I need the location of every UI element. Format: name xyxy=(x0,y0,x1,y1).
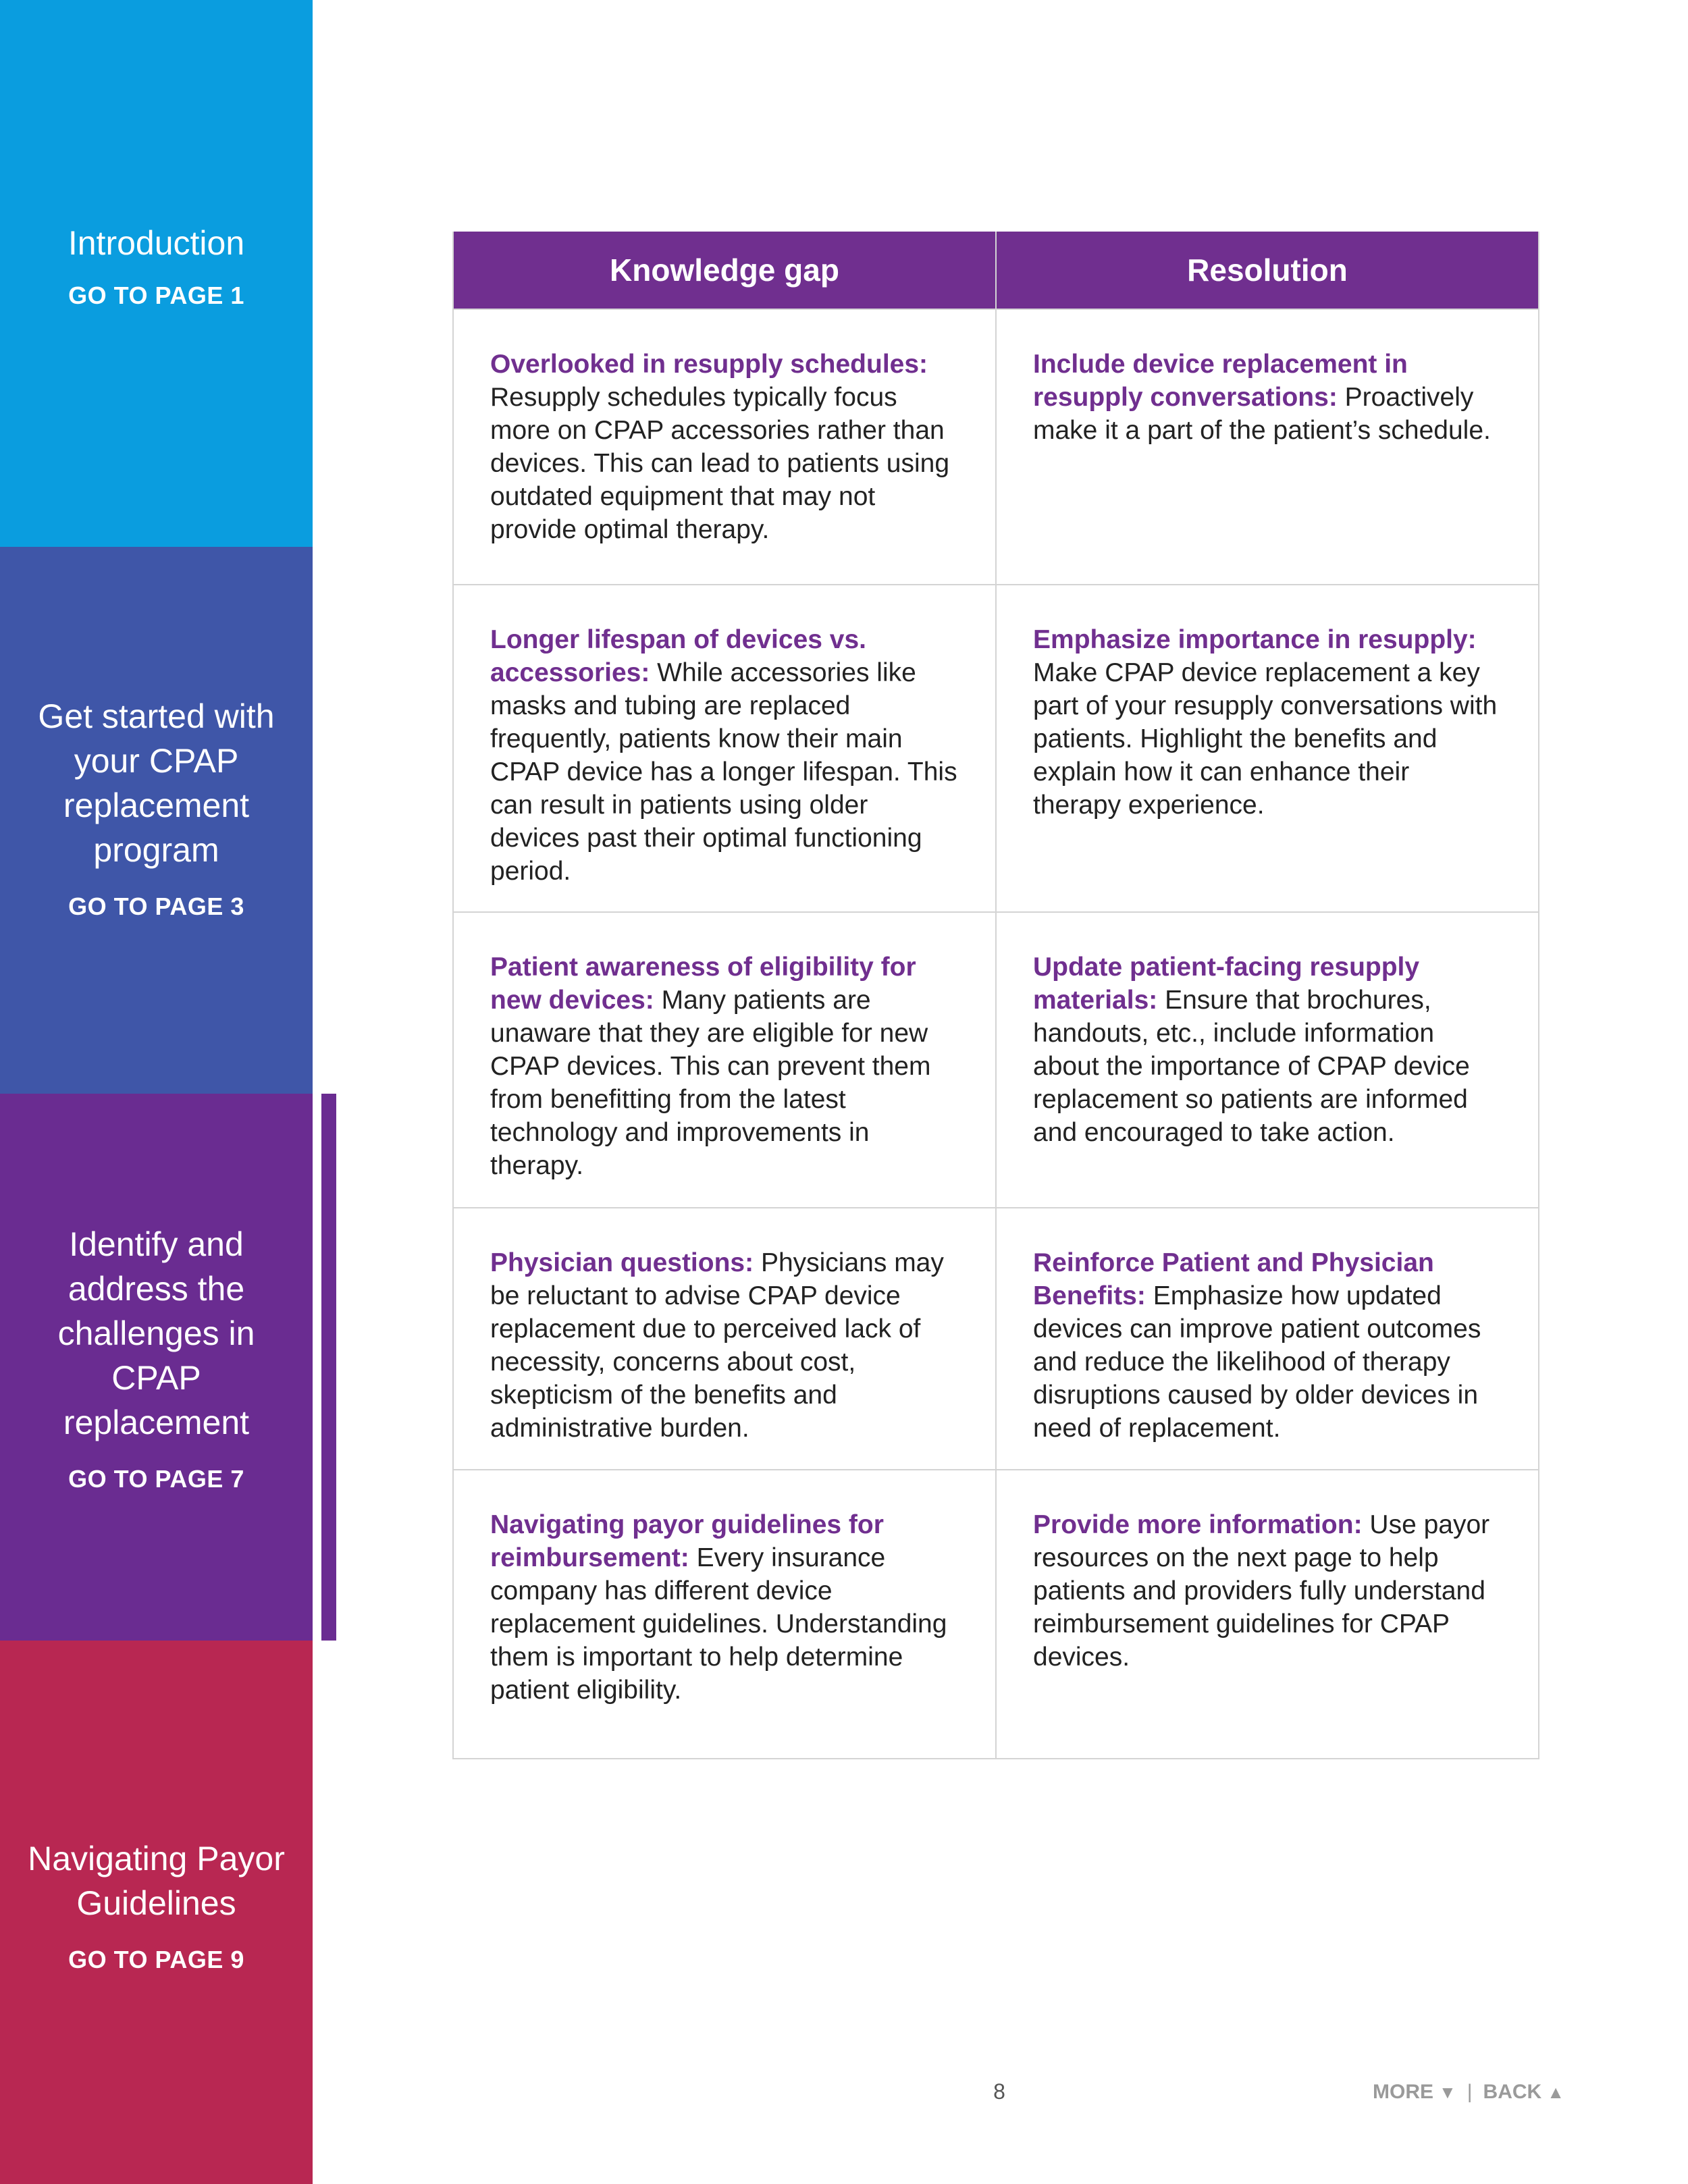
gap-title: Navigating payor guidelines for reimbursement: xyxy=(490,1510,884,1572)
gap-text: Every insurance company has different device replacement guidelines. Understanding them is important to help determine patient eligibility. xyxy=(490,1543,947,1705)
knowledge-gap-table xyxy=(452,232,1539,1759)
goto-page-1-link[interactable]: GO TO PAGE 1 xyxy=(68,282,244,309)
resolution-title: Update patient-facing resupply materials: xyxy=(1033,953,1420,1015)
resolution-cell xyxy=(996,585,1539,912)
table-row xyxy=(453,309,1539,585)
section-title: Identify and address the challenges in CPAP replacement xyxy=(57,1225,255,1441)
resolution-cell xyxy=(996,309,1539,585)
header-knowledge-gap: Knowledge gap xyxy=(453,232,996,309)
resolution-cell xyxy=(996,1470,1539,1759)
gap-title: Physician questions: xyxy=(490,1248,754,1277)
more-link[interactable]: MORE xyxy=(1373,2081,1433,2103)
resolution-text: Proactively make it a part of the patient’s schedule. xyxy=(1033,383,1491,445)
gap-cell xyxy=(453,585,996,912)
goto-page-3-link[interactable]: GO TO PAGE 3 xyxy=(68,893,244,920)
gap-cell xyxy=(453,912,996,1208)
page-number: 8 xyxy=(993,2079,1005,2104)
resolution-cell xyxy=(996,1208,1539,1470)
header-resolution: Resolution xyxy=(996,232,1539,309)
gap-text: Many patients are unaware that they are eligible for new CPAP devices. This can prevent them from benefitting from the latest technology and improvements in therapy. xyxy=(490,986,931,1180)
back-link[interactable]: BACK xyxy=(1483,2081,1542,2103)
sidebar-section-introduction[interactable] xyxy=(0,0,313,547)
resolution-text: Use payor resources on the next page to help patients and providers fully understand reimbursement guidelines for CPAP devices. xyxy=(1033,1510,1490,1672)
gap-cell xyxy=(453,1470,996,1759)
nav-divider: | xyxy=(1467,2081,1473,2103)
resolution-title: Include device replacement in resupply conversations: xyxy=(1033,350,1408,412)
goto-page-9-link[interactable]: GO TO PAGE 9 xyxy=(68,1946,244,1973)
sidebar-section-payor-guidelines[interactable] xyxy=(0,1641,313,2184)
goto-page-7-link[interactable]: GO TO PAGE 7 xyxy=(68,1465,244,1493)
table-row xyxy=(453,912,1539,1208)
section-title: Introduction xyxy=(68,224,245,262)
resolution-title: Emphasize importance in resupply: xyxy=(1033,625,1477,654)
resolution-text: Emphasize how updated devices can improve patient outcomes and reduce the likelihood of therapy disruptions caused by older devices in need of replacement. xyxy=(1033,1281,1481,1443)
sidebar-section-identify-challenges[interactable] xyxy=(0,1094,313,1641)
sidebar-section-get-started[interactable] xyxy=(0,547,313,1094)
resolution-text: Ensure that brochures, handouts, etc., include information about the importance of CPAP device replacement so patients are informed and encouraged to take action. xyxy=(1033,986,1470,1147)
resolution-text: Make CPAP device replacement a key part of your resupply conversations with patients. Highlight the benefits and explain how it can enhance their therapy experience. xyxy=(1033,658,1498,820)
section-title: Navigating Payor Guidelines xyxy=(28,1840,285,1922)
resolution-title: Provide more information: xyxy=(1033,1510,1363,1539)
gap-title: Overlooked in resupply schedules: xyxy=(490,350,928,379)
table-row xyxy=(453,1208,1539,1470)
gap-title: Longer lifespan of devices vs. accessories: xyxy=(490,625,867,687)
table-row xyxy=(453,1470,1539,1759)
sidebar-nav xyxy=(0,0,313,2184)
triangle-down-icon[interactable]: ▼ xyxy=(1439,2081,1456,2102)
triangle-up-icon[interactable]: ▲ xyxy=(1547,2081,1564,2102)
gap-cell xyxy=(453,1208,996,1470)
page-nav xyxy=(1373,2081,1564,2104)
gap-text: While accessories like masks and tubing are replaced frequently, patients know their main CPAP device has a longer lifespan. This can result in patients using older devices past their optimal functioning period. xyxy=(490,658,957,886)
gap-title: Patient awareness of eligibility for new devices: xyxy=(490,953,916,1015)
resolution-cell xyxy=(996,912,1539,1208)
gap-text: Physicians may be reluctant to advise CPAP device replacement due to perceived lack of necessity, concerns about cost, skepticism of the benefits and administrative burden. xyxy=(490,1248,944,1443)
gap-cell xyxy=(453,309,996,585)
current-section-marker xyxy=(321,1094,336,1641)
gap-text: Resupply schedules typically focus more on CPAP accessories rather than devices. This can lead to patients using outdated equipment that may not provide optimal therapy. xyxy=(490,383,950,544)
resolution-title: Reinforce Patient and Physician Benefits: xyxy=(1033,1248,1434,1310)
section-title: Get started with your CPAP replacement program xyxy=(38,697,275,869)
table-row xyxy=(453,585,1539,912)
